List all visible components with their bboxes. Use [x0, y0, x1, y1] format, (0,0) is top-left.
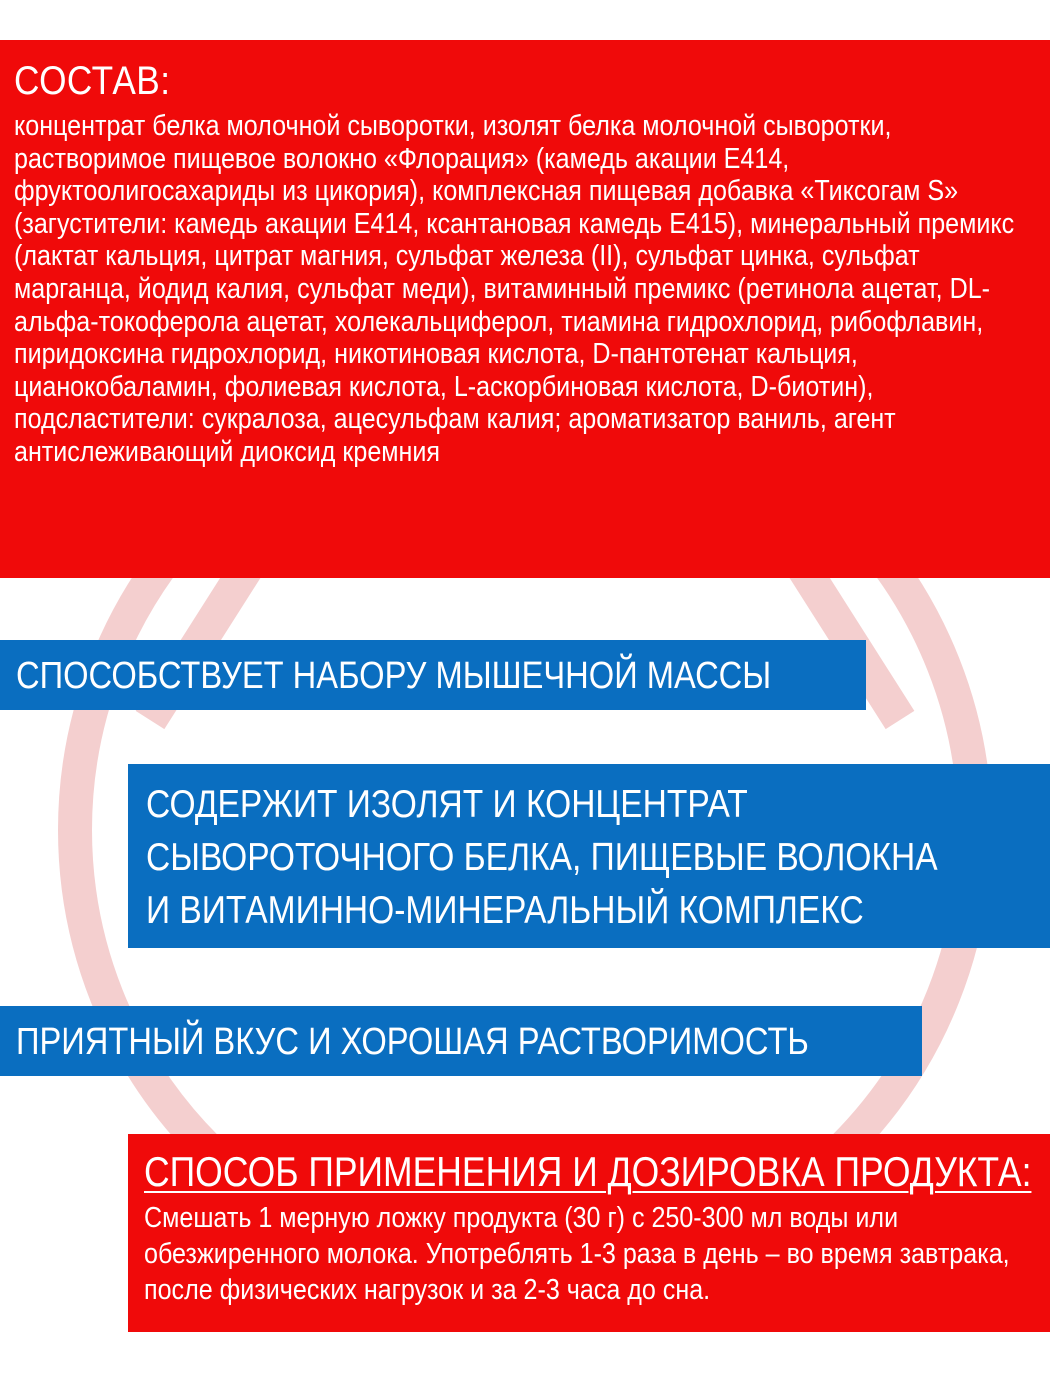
composition-panel — [0, 40, 1050, 578]
muscle-mass-text: СПОСОБСТВУЕТ НАБОРУ МЫШЕЧНОЙ МАССЫ — [16, 655, 772, 697]
usage-text: Смешать 1 мерную ложку продукта (30 г) с 250-300 мл воды или обезжиренного молока. Употреблять 1-3 раза в день – во время завтрака, после физических нагрузок и за 2-3 часа до сна. — [144, 1202, 1010, 1306]
muscle-mass-banner — [0, 640, 866, 710]
contains-banner — [128, 764, 1050, 948]
contains-line: СОДЕРЖИТ ИЗОЛЯТ И КОНЦЕНТРАТ — [146, 783, 748, 826]
usage-panel — [128, 1134, 1050, 1332]
composition-text: концентрат белка молочной сыворотки, изолят белка молочной сыворотки, растворимое пищевое волокно «Флорация» (камедь акации Е414, фруктоолигосахариды из цикория), комплексная пищевая добавка «Тиксогам S» (загустители: камедь акации Е414, ксантановая камедь Е415), минеральный премикс (лактат кальция, цитрат магния, сульфат железа (II), сульфат цинка, сульфат марганца, йодид калия, сульфат меди), витаминный премикс (ретинола ацетат, DL-альфа-токоферола ацетат, холекальциферол, тиамина гидрохлорид, рибофлавин, пиридоксина гидрохлорид, никотиновая кислота, D-пантотенат кальция, цианокобаламин, фолиевая кислота, L-аскорбиновая кислота, D-биотин), подсластители: сукралоза, ацесульфам калия; ароматизатор ваниль, агент антислеживающий диоксид кремния — [14, 110, 1015, 468]
composition-title: СОСТАВ: — [14, 59, 171, 103]
taste-banner — [0, 1006, 922, 1076]
contains-line: СЫВОРОТОЧНОГО БЕЛКА, ПИЩЕВЫЕ ВОЛОКНА — [146, 836, 938, 879]
contains-line: И ВИТАМИННО-МИНЕРАЛЬНЫЙ КОМПЛЕКС — [146, 889, 864, 932]
usage-title: СПОСОБ ПРИМЕНЕНИЯ И ДОЗИРОВКА ПРОДУКТА: — [144, 1148, 1032, 1195]
taste-text: ПРИЯТНЫЙ ВКУС И ХОРОШАЯ РАСТВОРИМОСТЬ — [16, 1021, 809, 1063]
